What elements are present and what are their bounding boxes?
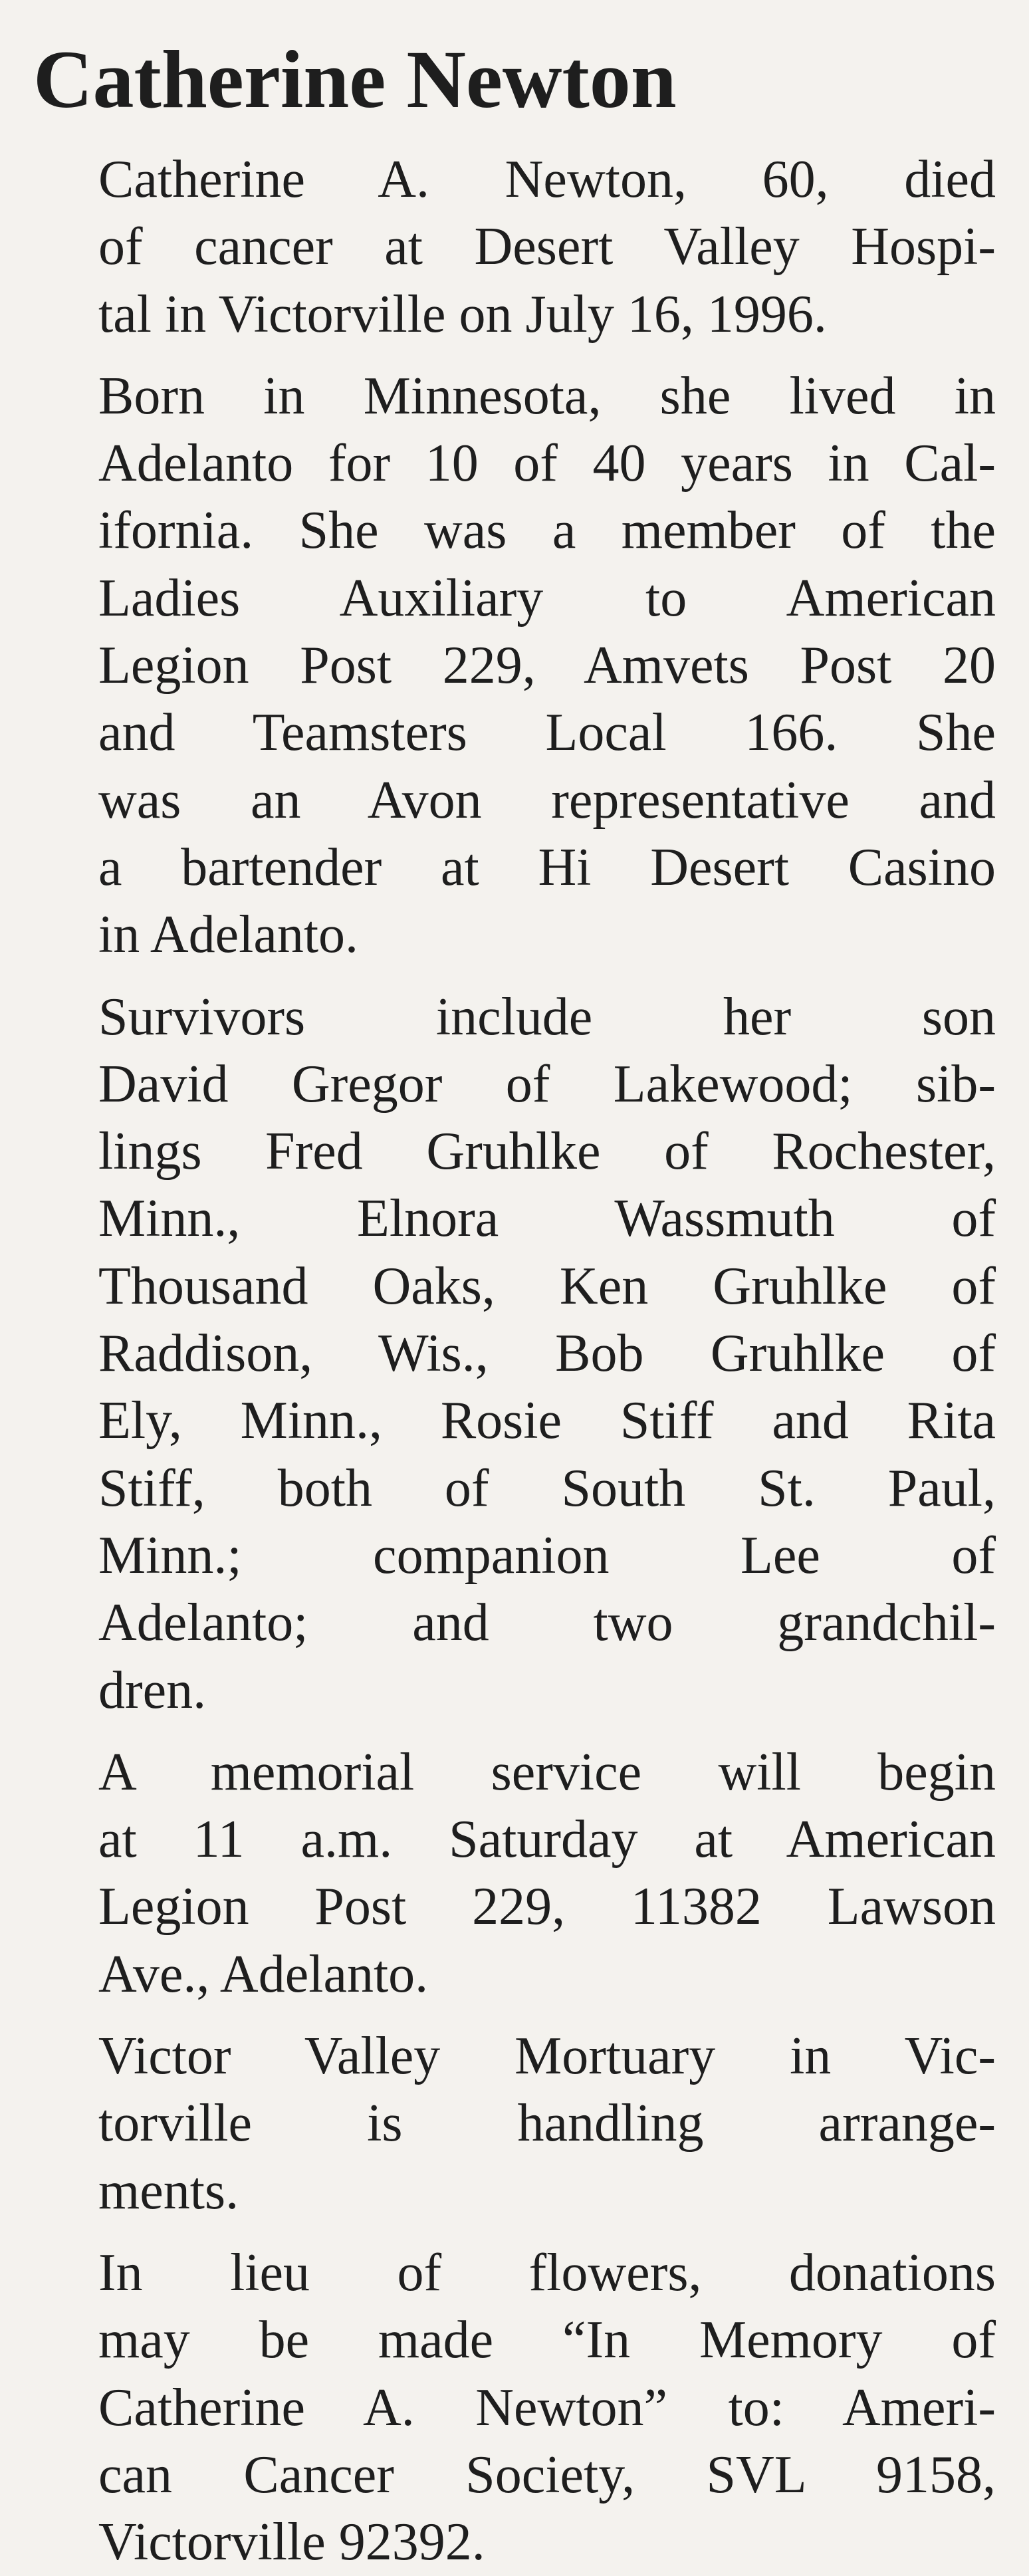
text-line: of cancer at Desert Valley Hospi- (98, 217, 996, 277)
text-line: Catherine A. Newton” to: Ameri- (98, 2378, 996, 2437)
text-line: Stiff, both of South St. Paul, (98, 1459, 996, 1518)
obituary-paragraph (33, 2023, 996, 2225)
text-line: Survivors include her son (98, 987, 996, 1046)
text-line: a bartender at Hi Desert Casino (98, 838, 996, 897)
text-line: torville is handling arrange- (98, 2094, 996, 2153)
text-line: Thousand Oaks, Ken Gruhlke of (98, 1256, 996, 1316)
text-line: Adelanto for 10 of 40 years in Cal- (98, 434, 996, 493)
text-line: ments. (98, 2161, 239, 2220)
text-line: ifornia. She was a member of the (98, 501, 996, 560)
obituary-paragraph (33, 2240, 996, 2576)
text-line: lings Fred Gruhlke of Rochester, (98, 1122, 996, 1181)
text-line: In lieu of flowers, donations (98, 2243, 996, 2302)
text-line: A memorial service will begin (98, 1742, 996, 1802)
text-line: Minn.; companion Lee of (98, 1526, 996, 1585)
text-line: David Gregor of Lakewood; sib- (98, 1054, 996, 1113)
text-line: Catherine A. Newton, 60, died (98, 150, 996, 209)
text-line: Born in Minnesota, she lived in (98, 366, 996, 425)
text-line: Ave., Adelanto. (98, 1944, 429, 2004)
text-line: Legion Post 229, 11382 Lawson (98, 1877, 996, 1936)
obituary-paragraph (33, 984, 996, 1724)
text-line: tal in Victorville on July 16, 1996. (98, 285, 827, 344)
obituary-body (33, 146, 996, 2576)
text-line: Minn., Elnora Wassmuth of (98, 1189, 996, 1248)
text-line: may be made “In Memory of (98, 2311, 996, 2370)
text-line: Ely, Minn., Rosie Stiff and Rita (98, 1391, 996, 1451)
text-line: in Adelanto. (98, 905, 359, 965)
text-line: Victorville 92392. (98, 2513, 485, 2572)
obituary-paragraph (33, 363, 996, 969)
text-line: at 11 a.m. Saturday at American (98, 1810, 996, 1869)
text-line: was an Avon representative and (98, 770, 996, 830)
text-line: Ladies Auxiliary to American (98, 568, 996, 628)
obituary-paragraph (33, 146, 996, 348)
text-line: Adelanto; and two grandchil- (98, 1593, 996, 1653)
obituary-paragraph (33, 1739, 996, 2008)
text-line: Victor Valley Mortuary in Vic- (98, 2027, 996, 2086)
text-line: can Cancer Society, SVL 9158, (98, 2445, 996, 2504)
obituary-headline: Catherine Newton (33, 34, 677, 125)
text-line: dren. (98, 1661, 207, 1720)
text-line: and Teamsters Local 166. She (98, 703, 996, 762)
text-line: Legion Post 229, Amvets Post 20 (98, 636, 996, 695)
text-line: Raddison, Wis., Bob Gruhlke of (98, 1324, 996, 1383)
